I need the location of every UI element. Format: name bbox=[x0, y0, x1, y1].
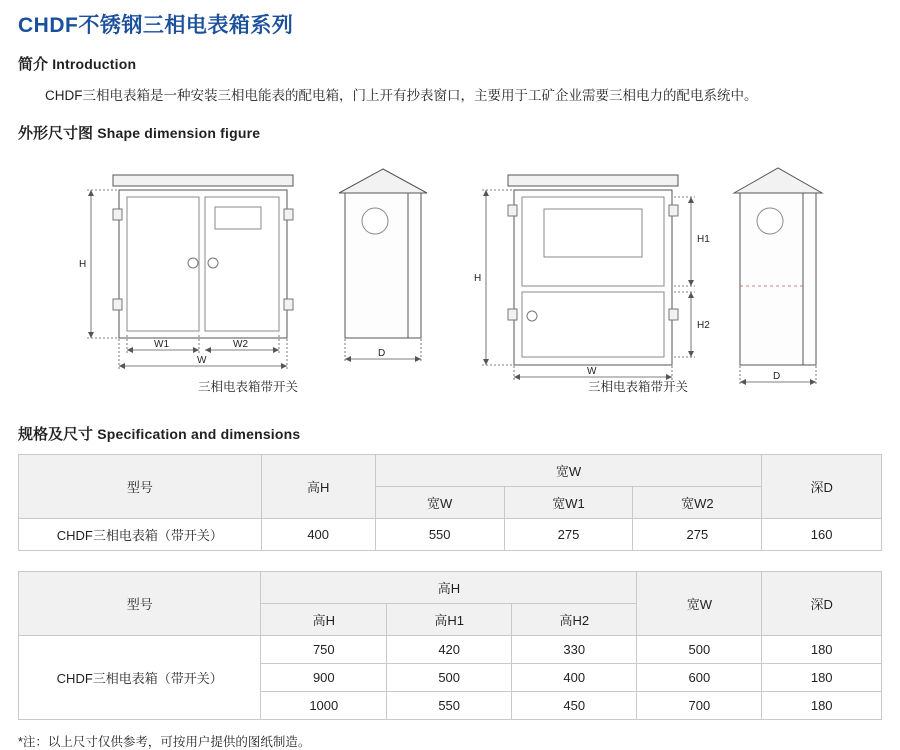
cell-h: 1000 bbox=[261, 691, 387, 719]
cell-w: 700 bbox=[637, 691, 762, 719]
section-heading-shape bbox=[18, 122, 882, 143]
th-depth: 深D bbox=[762, 571, 882, 635]
dim-label-H-left: H bbox=[79, 258, 87, 270]
dim-label-H1: H1 bbox=[697, 233, 710, 245]
section-heading-intro-en: Introduction bbox=[52, 56, 137, 73]
th-h: 高H bbox=[261, 603, 387, 635]
table-row bbox=[19, 518, 882, 550]
table-row bbox=[19, 635, 882, 663]
cell-d: 180 bbox=[762, 663, 882, 691]
cell-d: 160 bbox=[762, 518, 882, 550]
cell-h1: 550 bbox=[387, 691, 512, 719]
section-heading-spec-cn: 规格及尺寸 bbox=[18, 425, 94, 443]
page-title: CHDF不锈钢三相电表箱系列 bbox=[18, 14, 294, 37]
figure-caption-left: 三相电表箱带开关 bbox=[197, 379, 298, 394]
dim-label-H-right: H bbox=[474, 272, 482, 284]
dim-label-H2: H2 bbox=[697, 319, 710, 331]
cell-h: 900 bbox=[261, 663, 387, 691]
table-header-row bbox=[19, 454, 882, 486]
dim-label-W1: W1 bbox=[154, 338, 169, 350]
footnote: *注：以上尺寸仅供参考，可按用户提供的图纸制造。 bbox=[18, 734, 311, 749]
dim-label-W: W bbox=[197, 354, 207, 366]
cell-model: CHDF三相电表箱（带开关） bbox=[19, 635, 261, 719]
cell-h1: 420 bbox=[387, 635, 512, 663]
cell-h2: 330 bbox=[512, 635, 637, 663]
section-heading-shape-cn: 外形尺寸图 bbox=[18, 124, 94, 142]
cell-w: 550 bbox=[375, 518, 504, 550]
table-header-row bbox=[19, 571, 882, 603]
figure-left-group bbox=[53, 149, 473, 394]
th-width-group: 宽W bbox=[375, 454, 762, 486]
cell-w: 500 bbox=[637, 635, 762, 663]
th-h2: 高H2 bbox=[512, 603, 637, 635]
th-w: 宽W bbox=[375, 486, 504, 518]
dim-label-W2: W2 bbox=[233, 338, 248, 350]
spec-table-2 bbox=[18, 571, 882, 720]
section-heading-intro-cn: 简介 bbox=[18, 56, 49, 74]
shape-dimension-figures bbox=[18, 149, 882, 409]
figure-caption-right: 三相电表箱带开关 bbox=[587, 379, 688, 394]
cell-model: CHDF三相电表箱（带开关） bbox=[19, 518, 262, 550]
cell-h1: 500 bbox=[387, 663, 512, 691]
th-height-group: 高H bbox=[261, 571, 637, 603]
cell-w2: 275 bbox=[633, 518, 762, 550]
cell-h: 750 bbox=[261, 635, 387, 663]
section-heading-spec-en: Specification and dimensions bbox=[97, 425, 301, 442]
section-heading-spec bbox=[18, 423, 882, 444]
th-model: 型号 bbox=[19, 571, 261, 635]
intro-paragraph: CHDF三相电表箱是一种安装三相电能表的配电箱，门上开有抄表窗口，主要用于工矿企业需要三相电力的配电系统中。 bbox=[45, 88, 758, 104]
th-w: 宽W bbox=[637, 571, 762, 635]
cell-h2: 400 bbox=[512, 663, 637, 691]
th-depth: 深D bbox=[762, 454, 882, 518]
cell-h: 400 bbox=[261, 518, 375, 550]
th-w1: 宽W1 bbox=[504, 486, 633, 518]
dim-label-D-left: D bbox=[378, 347, 386, 359]
cell-h2: 450 bbox=[512, 691, 637, 719]
dim-label-D-right: D bbox=[773, 370, 781, 382]
cell-w1: 275 bbox=[504, 518, 633, 550]
th-w2: 宽W2 bbox=[633, 486, 762, 518]
dim-label-W-right: W bbox=[587, 365, 597, 377]
th-h1: 高H1 bbox=[387, 603, 512, 635]
cell-d: 180 bbox=[762, 635, 882, 663]
th-height: 高H bbox=[261, 454, 375, 518]
spec-table-1 bbox=[18, 454, 882, 551]
section-heading-intro bbox=[18, 53, 882, 74]
cell-d: 180 bbox=[762, 691, 882, 719]
document-page bbox=[0, 12, 900, 749]
section-heading-shape-en: Shape dimension figure bbox=[97, 124, 261, 141]
figure-right-group bbox=[448, 149, 868, 394]
th-model: 型号 bbox=[19, 454, 262, 518]
cell-w: 600 bbox=[637, 663, 762, 691]
